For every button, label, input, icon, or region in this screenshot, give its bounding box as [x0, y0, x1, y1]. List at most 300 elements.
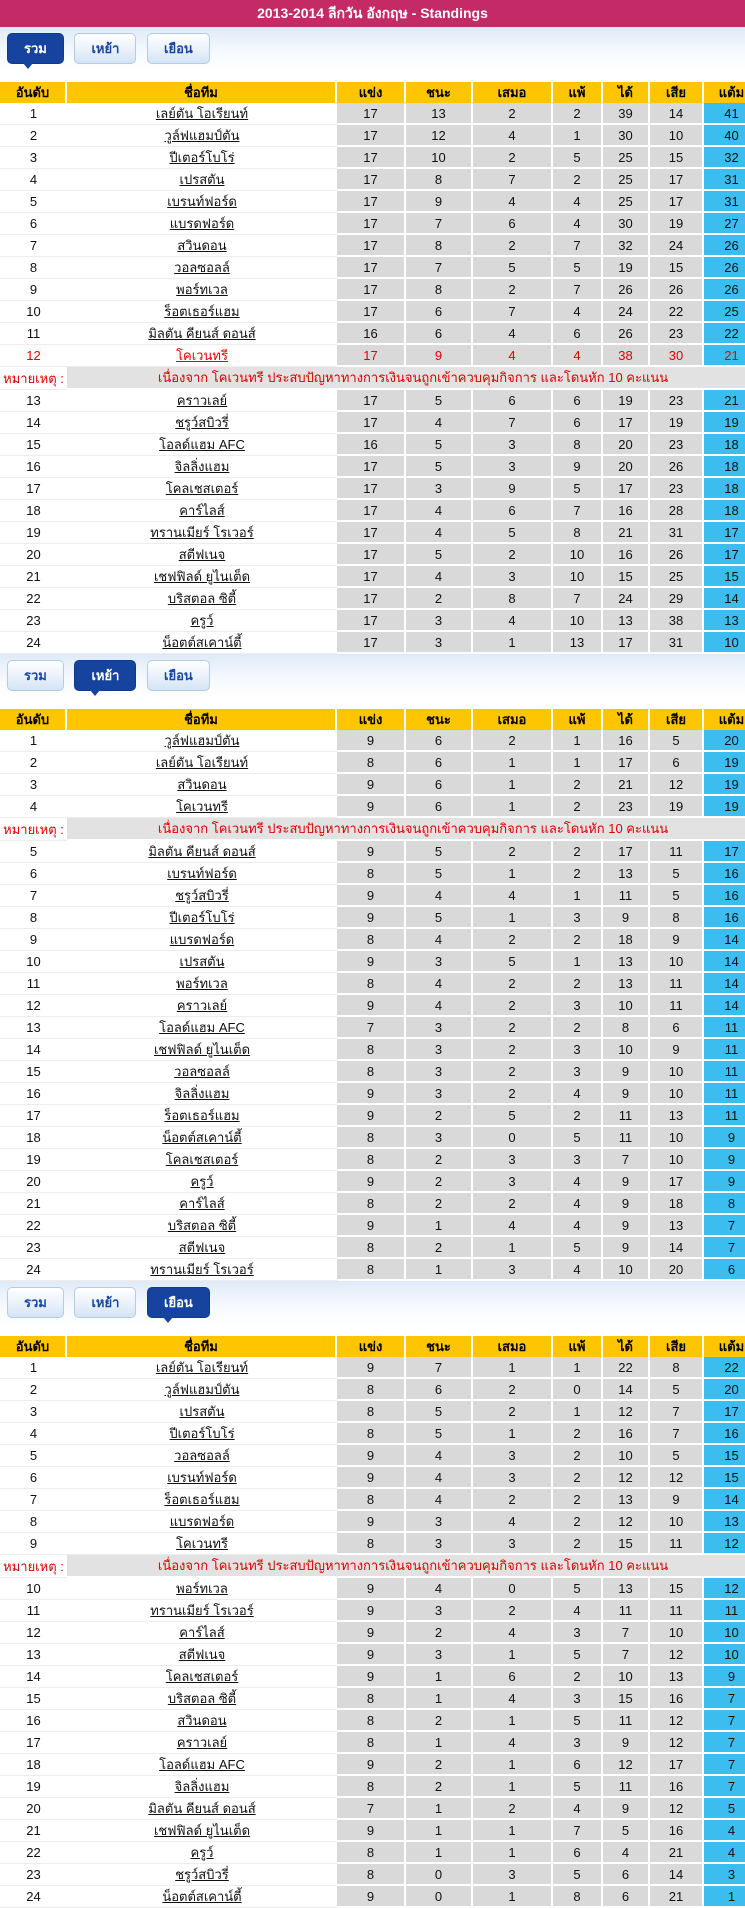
- team-link[interactable]: ปีเตอร์โบโร่: [169, 910, 235, 925]
- goals-for-cell: 11: [603, 1710, 650, 1732]
- goals-for-cell: 9: [603, 1215, 650, 1237]
- points-cell: 10: [704, 1644, 745, 1666]
- team-link[interactable]: คาร์ไลส์: [179, 1625, 225, 1640]
- rank-cell: 18: [0, 1127, 67, 1149]
- drawn-cell: 0: [473, 1578, 553, 1600]
- rank-cell: 10: [0, 1578, 67, 1600]
- rank-cell: 1: [0, 730, 67, 752]
- team-row: [0, 841, 745, 863]
- points-cell: 32: [704, 147, 745, 169]
- team-row: [0, 1445, 745, 1467]
- team-link[interactable]: ครูว์: [190, 1845, 214, 1860]
- team-link[interactable]: คาร์ไลส์: [179, 1196, 225, 1211]
- rank-cell: 10: [0, 951, 67, 973]
- drawn-cell: 1: [473, 1644, 553, 1666]
- lost-cell: 5: [553, 1864, 603, 1886]
- drawn-cell: 5: [473, 1105, 553, 1127]
- won-cell: 6: [406, 752, 473, 774]
- drawn-cell: 4: [473, 1215, 553, 1237]
- goals-against-cell: 10: [650, 1149, 704, 1171]
- team-cell: [67, 125, 337, 147]
- standings-section-away: [0, 1281, 745, 1908]
- note-row: [0, 367, 745, 390]
- points-cell: 9: [704, 1149, 745, 1171]
- team-cell: [67, 1886, 337, 1908]
- team-link[interactable]: น็อตต์สเคาน์ตี้: [162, 1130, 242, 1145]
- team-link[interactable]: วูล์ฟแฮมป์ตัน: [164, 733, 240, 748]
- won-cell: 8: [406, 169, 473, 191]
- standings-section-total: [0, 27, 745, 654]
- goals-for-cell: 11: [603, 885, 650, 907]
- team-row: [0, 1017, 745, 1039]
- team-row: [0, 610, 745, 632]
- team-link[interactable]: แบรดฟอร์ด: [169, 1514, 235, 1529]
- team-cell: [67, 191, 337, 213]
- goals-for-cell: 13: [603, 1489, 650, 1511]
- team-link[interactable]: โคเวนทรี: [176, 1536, 228, 1551]
- team-row: [0, 1039, 745, 1061]
- column-header-5: แพ้: [553, 1336, 603, 1357]
- played-cell: 17: [337, 103, 406, 125]
- header-row: [0, 82, 745, 103]
- lost-cell: 5: [553, 1237, 603, 1259]
- team-cell: [67, 995, 337, 1017]
- played-cell: 7: [337, 1017, 406, 1039]
- drawn-cell: 6: [473, 213, 553, 235]
- team-link[interactable]: เชฟฟิลด์ ยูไนเต็ด: [153, 569, 251, 584]
- points-cell: 11: [704, 1017, 745, 1039]
- lost-cell: 1: [553, 730, 603, 752]
- goals-for-cell: 32: [603, 235, 650, 257]
- tab-away[interactable]: [147, 33, 210, 64]
- team-link[interactable]: มิลตัน คียนส์ ดอนส์: [148, 844, 256, 859]
- team-row: [0, 1864, 745, 1886]
- team-link[interactable]: จิลลิ่งแฮม: [174, 459, 230, 474]
- team-link[interactable]: สวินดอน: [177, 238, 227, 253]
- team-link[interactable]: วอลซอลล์: [174, 1448, 230, 1463]
- played-cell: 8: [337, 1379, 406, 1401]
- rank-cell: 6: [0, 1467, 67, 1489]
- won-cell: 4: [406, 995, 473, 1017]
- won-cell: 3: [406, 1511, 473, 1533]
- lost-cell: 1: [553, 885, 603, 907]
- team-link[interactable]: บริสตอล ซิตี้: [167, 591, 237, 606]
- played-cell: 17: [337, 169, 406, 191]
- goals-against-cell: 22: [650, 301, 704, 323]
- team-link[interactable]: มิลตัน คียนส์ ดอนส์: [148, 1801, 256, 1816]
- team-link[interactable]: สตีฟเนจ: [178, 1647, 226, 1662]
- team-link[interactable]: ปีเตอร์โบโร่: [169, 150, 235, 165]
- goals-against-cell: 16: [650, 1688, 704, 1710]
- rank-cell: 8: [0, 1511, 67, 1533]
- team-link[interactable]: โคลเชสเตอร์: [165, 481, 239, 496]
- team-link[interactable]: บริสตอล ซิตี้: [167, 1218, 237, 1233]
- team-link[interactable]: เลย์ตัน โอเรียนท์: [155, 1360, 249, 1375]
- goals-for-cell: 17: [603, 632, 650, 654]
- goals-for-cell: 22: [603, 1357, 650, 1379]
- team-row: [0, 1798, 745, 1820]
- points-cell: 15: [704, 1467, 745, 1489]
- lost-cell: 5: [553, 147, 603, 169]
- team-link[interactable]: โอลด์แฮม AFC: [159, 1757, 245, 1772]
- team-link[interactable]: สตีฟเนจ: [178, 1240, 226, 1255]
- team-row: [0, 434, 745, 456]
- team-link[interactable]: เปรสตัน: [179, 954, 225, 969]
- lost-cell: 2: [553, 774, 603, 796]
- lost-cell: 2: [553, 1017, 603, 1039]
- team-link[interactable]: เบรนท์ฟอร์ด: [167, 194, 237, 209]
- played-cell: 8: [337, 929, 406, 951]
- goals-for-cell: 7: [603, 1149, 650, 1171]
- team-link[interactable]: จิลลิ่งแฮม: [174, 1086, 230, 1101]
- played-cell: 9: [337, 1622, 406, 1644]
- points-cell: 7: [704, 1776, 745, 1798]
- goals-for-cell: 9: [603, 1798, 650, 1820]
- won-cell: 5: [406, 544, 473, 566]
- goals-against-cell: 5: [650, 1445, 704, 1467]
- team-link[interactable]: ชรูว์สบิวรี่: [175, 1867, 229, 1882]
- points-cell: 6: [704, 1259, 745, 1281]
- team-cell: [67, 1083, 337, 1105]
- goals-for-cell: 15: [603, 566, 650, 588]
- lost-cell: 4: [553, 1083, 603, 1105]
- team-link[interactable]: แบรดฟอร์ด: [169, 216, 235, 231]
- team-link[interactable]: โคลเชสเตอร์: [165, 1152, 239, 1167]
- team-link[interactable]: แบรดฟอร์ด: [169, 932, 235, 947]
- team-link[interactable]: ทรานเมียร์ โรเวอร์: [150, 1603, 254, 1618]
- team-row: [0, 1732, 745, 1754]
- won-cell: 3: [406, 1533, 473, 1555]
- tab-home[interactable]: [74, 1287, 136, 1318]
- rank-cell: 19: [0, 522, 67, 544]
- points-cell: 17: [704, 522, 745, 544]
- team-cell: [67, 1039, 337, 1061]
- lost-cell: 4: [553, 191, 603, 213]
- goals-against-cell: 7: [650, 1401, 704, 1423]
- goals-for-cell: 16: [603, 1423, 650, 1445]
- drawn-cell: 9: [473, 478, 553, 500]
- drawn-cell: 6: [473, 500, 553, 522]
- won-cell: 1: [406, 1215, 473, 1237]
- team-link[interactable]: ร็อตเธอร์แฮม: [164, 304, 240, 319]
- team-link[interactable]: ชรูว์สบิวรี่: [175, 415, 229, 430]
- rank-cell: 20: [0, 1171, 67, 1193]
- lost-cell: 10: [553, 566, 603, 588]
- played-cell: 9: [337, 1511, 406, 1533]
- team-row: [0, 345, 745, 367]
- team-cell: [67, 1467, 337, 1489]
- goals-for-cell: 11: [603, 1105, 650, 1127]
- column-header-2: แข่ง: [337, 1336, 406, 1357]
- played-cell: 17: [337, 235, 406, 257]
- tab-away[interactable]: [147, 660, 210, 691]
- team-link[interactable]: ทรานเมียร์ โรเวอร์: [150, 1262, 254, 1277]
- goals-against-cell: 11: [650, 1600, 704, 1622]
- team-link[interactable]: เชฟฟิลด์ ยูไนเต็ด: [153, 1042, 251, 1057]
- team-link[interactable]: เลย์ตัน โอเรียนท์: [155, 755, 249, 770]
- points-cell: 19: [704, 774, 745, 796]
- team-row: [0, 951, 745, 973]
- drawn-cell: 3: [473, 566, 553, 588]
- team-link[interactable]: เบรนท์ฟอร์ด: [167, 1470, 237, 1485]
- won-cell: 2: [406, 1237, 473, 1259]
- team-row: [0, 863, 745, 885]
- goals-against-cell: 9: [650, 1039, 704, 1061]
- points-cell: 14: [704, 973, 745, 995]
- rank-cell: 8: [0, 907, 67, 929]
- lost-cell: 5: [553, 1127, 603, 1149]
- points-cell: 5: [704, 1798, 745, 1820]
- team-row: [0, 1357, 745, 1379]
- team-row: [0, 522, 745, 544]
- won-cell: 4: [406, 500, 473, 522]
- team-link[interactable]: ครูว์: [190, 613, 214, 628]
- goals-for-cell: 9: [603, 1237, 650, 1259]
- drawn-cell: 2: [473, 1401, 553, 1423]
- won-cell: 5: [406, 434, 473, 456]
- won-cell: 1: [406, 1688, 473, 1710]
- drawn-cell: 3: [473, 1171, 553, 1193]
- tab-home[interactable]: [74, 660, 136, 691]
- played-cell: 17: [337, 345, 406, 367]
- played-cell: 17: [337, 456, 406, 478]
- team-link[interactable]: วอลซอลล์: [174, 1064, 230, 1079]
- points-cell: 17: [704, 841, 745, 863]
- lost-cell: 7: [553, 588, 603, 610]
- goals-against-cell: 11: [650, 841, 704, 863]
- goals-against-cell: 12: [650, 1467, 704, 1489]
- team-row: [0, 191, 745, 213]
- team-link[interactable]: วอลซอลล์: [174, 260, 230, 275]
- drawn-cell: 5: [473, 522, 553, 544]
- played-cell: 9: [337, 1754, 406, 1776]
- team-link[interactable]: คาร์ไลส์: [179, 503, 225, 518]
- goals-against-cell: 5: [650, 863, 704, 885]
- drawn-cell: 6: [473, 390, 553, 412]
- tab-home[interactable]: [74, 33, 136, 64]
- rank-cell: 6: [0, 213, 67, 235]
- team-link[interactable]: ร็อตเธอร์แฮม: [164, 1108, 240, 1123]
- lost-cell: 9: [553, 456, 603, 478]
- rank-cell: 7: [0, 885, 67, 907]
- rank-cell: 24: [0, 632, 67, 654]
- tab-away[interactable]: [147, 1287, 210, 1318]
- points-cell: 9: [704, 1127, 745, 1149]
- team-link[interactable]: ครูว์: [190, 1174, 214, 1189]
- team-link[interactable]: เชฟฟิลด์ ยูไนเต็ด: [153, 1823, 251, 1838]
- team-link[interactable]: พอร์ทเวล: [176, 1581, 228, 1596]
- team-link[interactable]: ชรูว์สบิวรี่: [175, 888, 229, 903]
- team-row: [0, 169, 745, 191]
- lost-cell: 5: [553, 478, 603, 500]
- tab-total[interactable]: [7, 33, 64, 64]
- played-cell: 9: [337, 995, 406, 1017]
- points-cell: 7: [704, 1754, 745, 1776]
- rank-cell: 14: [0, 1039, 67, 1061]
- points-cell: 21: [704, 345, 745, 367]
- points-cell: 9: [704, 1666, 745, 1688]
- drawn-cell: 2: [473, 1379, 553, 1401]
- team-link[interactable]: เปรสตัน: [179, 1404, 225, 1419]
- won-cell: 7: [406, 257, 473, 279]
- rank-cell: 17: [0, 1732, 67, 1754]
- goals-against-cell: 17: [650, 1754, 704, 1776]
- played-cell: 16: [337, 434, 406, 456]
- played-cell: 8: [337, 1259, 406, 1281]
- team-cell: [67, 1842, 337, 1864]
- points-cell: 11: [704, 1105, 745, 1127]
- team-link[interactable]: สตีฟเนจ: [178, 547, 226, 562]
- team-link[interactable]: น็อตต์สเคาน์ตี้: [162, 1889, 242, 1904]
- won-cell: 3: [406, 1017, 473, 1039]
- team-link[interactable]: พอร์ทเวล: [176, 282, 228, 297]
- team-link[interactable]: ปีเตอร์โบโร่: [169, 1426, 235, 1441]
- drawn-cell: 2: [473, 1600, 553, 1622]
- goals-for-cell: 6: [603, 1886, 650, 1908]
- team-row: [0, 1710, 745, 1732]
- column-header-1: ชื่อทีม: [67, 709, 337, 730]
- team-row: [0, 929, 745, 951]
- won-cell: 4: [406, 1489, 473, 1511]
- lost-cell: 1: [553, 752, 603, 774]
- team-link[interactable]: น็อตต์สเคาน์ตี้: [162, 635, 242, 650]
- team-cell: [67, 1357, 337, 1379]
- team-link[interactable]: เปรสตัน: [179, 172, 225, 187]
- goals-for-cell: 6: [603, 1864, 650, 1886]
- lost-cell: 2: [553, 1467, 603, 1489]
- team-cell: [67, 434, 337, 456]
- tab-total[interactable]: [7, 660, 64, 691]
- points-cell: 18: [704, 456, 745, 478]
- team-cell: [67, 1193, 337, 1215]
- won-cell: 1: [406, 1259, 473, 1281]
- drawn-cell: 3: [473, 1259, 553, 1281]
- team-link[interactable]: โอลด์แฮม AFC: [159, 437, 245, 452]
- points-cell: 15: [704, 1445, 745, 1467]
- goals-for-cell: 25: [603, 191, 650, 213]
- played-cell: 8: [337, 1039, 406, 1061]
- rank-cell: 17: [0, 478, 67, 500]
- tab-away-label: เยือน: [164, 668, 193, 683]
- team-link[interactable]: โคเวนทรี: [176, 348, 228, 363]
- tab-away-label: เยือน: [164, 41, 193, 56]
- won-cell: 2: [406, 1149, 473, 1171]
- drawn-cell: 1: [473, 1357, 553, 1379]
- team-link[interactable]: บริสตอล ซิตี้: [167, 1691, 237, 1706]
- goals-for-cell: 9: [603, 1193, 650, 1215]
- played-cell: 9: [337, 907, 406, 929]
- team-cell: [67, 1061, 337, 1083]
- played-cell: 9: [337, 796, 406, 818]
- goals-against-cell: 16: [650, 1820, 704, 1842]
- team-link[interactable]: จิลลิ่งแฮม: [174, 1779, 230, 1794]
- lost-cell: 2: [553, 841, 603, 863]
- lost-cell: 5: [553, 1776, 603, 1798]
- team-row: [0, 323, 745, 345]
- drawn-cell: 7: [473, 301, 553, 323]
- drawn-cell: 1: [473, 774, 553, 796]
- team-row: [0, 1401, 745, 1423]
- lost-cell: 1: [553, 1357, 603, 1379]
- played-cell: 17: [337, 191, 406, 213]
- goals-against-cell: 14: [650, 103, 704, 125]
- team-link[interactable]: วูล์ฟแฮมป์ตัน: [164, 1382, 240, 1397]
- played-cell: 9: [337, 841, 406, 863]
- rank-cell: 4: [0, 796, 67, 818]
- team-link[interactable]: โคลเชสเตอร์: [165, 1669, 239, 1684]
- goals-against-cell: 5: [650, 730, 704, 752]
- played-cell: 17: [337, 147, 406, 169]
- team-link[interactable]: ร็อตเธอร์แฮม: [164, 1492, 240, 1507]
- team-cell: [67, 1017, 337, 1039]
- team-link[interactable]: ทรานเมียร์ โรเวอร์: [150, 525, 254, 540]
- goals-for-cell: 17: [603, 478, 650, 500]
- rank-cell: 4: [0, 1423, 67, 1445]
- team-link[interactable]: สวินดอน: [177, 1713, 227, 1728]
- goals-against-cell: 8: [650, 1357, 704, 1379]
- team-link[interactable]: วูล์ฟแฮมป์ตัน: [164, 128, 240, 143]
- team-row: [0, 1666, 745, 1688]
- won-cell: 5: [406, 863, 473, 885]
- played-cell: 17: [337, 522, 406, 544]
- lost-cell: 2: [553, 169, 603, 191]
- team-link[interactable]: คราวเลย์: [176, 998, 228, 1013]
- team-link[interactable]: เบรนท์ฟอร์ด: [167, 866, 237, 881]
- played-cell: 8: [337, 1423, 406, 1445]
- tab-total[interactable]: [7, 1287, 64, 1318]
- goals-for-cell: 13: [603, 610, 650, 632]
- drawn-cell: 2: [473, 279, 553, 301]
- team-cell: [67, 1511, 337, 1533]
- lost-cell: 2: [553, 973, 603, 995]
- won-cell: 1: [406, 1820, 473, 1842]
- team-row: [0, 125, 745, 147]
- drawn-cell: 1: [473, 1776, 553, 1798]
- rank-cell: 15: [0, 1688, 67, 1710]
- goals-against-cell: 29: [650, 588, 704, 610]
- played-cell: 9: [337, 1600, 406, 1622]
- team-link[interactable]: โอลด์แฮม AFC: [159, 1020, 245, 1035]
- drawn-cell: 1: [473, 1710, 553, 1732]
- points-cell: 11: [704, 1083, 745, 1105]
- rank-cell: 11: [0, 323, 67, 345]
- goals-for-cell: 30: [603, 213, 650, 235]
- drawn-cell: 3: [473, 456, 553, 478]
- column-header-7: เสีย: [650, 82, 704, 103]
- played-cell: 9: [337, 1666, 406, 1688]
- rank-cell: 12: [0, 345, 67, 367]
- team-link[interactable]: โคเวนทรี: [176, 799, 228, 814]
- team-link[interactable]: เลย์ตัน โอเรียนท์: [155, 106, 249, 121]
- team-link[interactable]: คราวเลย์: [176, 1735, 228, 1750]
- column-header-2: แข่ง: [337, 709, 406, 730]
- points-cell: 14: [704, 995, 745, 1017]
- standings-table-home: [0, 709, 745, 1281]
- team-cell: [67, 588, 337, 610]
- team-link[interactable]: พอร์ทเวล: [176, 976, 228, 991]
- drawn-cell: 1: [473, 863, 553, 885]
- lost-cell: 0: [553, 1379, 603, 1401]
- goals-against-cell: 26: [650, 279, 704, 301]
- lost-cell: 5: [553, 1578, 603, 1600]
- standings-table-away: [0, 1336, 745, 1908]
- team-cell: [67, 907, 337, 929]
- team-link[interactable]: คราวเลย์: [176, 393, 228, 408]
- team-link[interactable]: สวินดอน: [177, 777, 227, 792]
- team-link[interactable]: มิลตัน คียนส์ ดอนส์: [148, 326, 256, 341]
- goals-for-cell: 16: [603, 500, 650, 522]
- goals-against-cell: 10: [650, 1061, 704, 1083]
